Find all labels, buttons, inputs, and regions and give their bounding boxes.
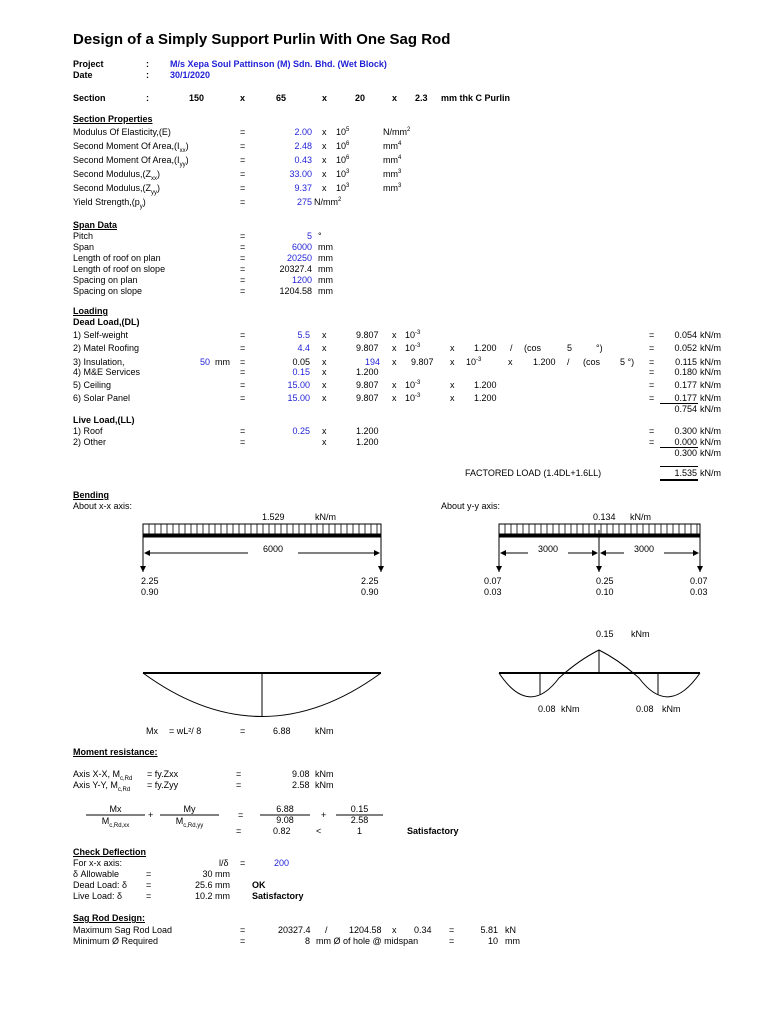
live-load-label: 2) Other (73, 437, 107, 447)
equals-sign: = (649, 380, 655, 390)
yy-reaction-mid (596, 566, 602, 572)
equals-sign: = (240, 393, 246, 403)
equals-sign: = (236, 769, 242, 779)
dead-load-label: 5) Ceiling (73, 380, 112, 390)
property-value: 0.43 (294, 155, 312, 165)
live-load-heading: Live Load,(LL) (73, 415, 135, 425)
dead-load-value: 15.00 (287, 393, 310, 403)
unit: kN/m (700, 357, 721, 367)
unit: kN/m (700, 330, 721, 340)
section-properties-heading: Section Properties (73, 114, 153, 124)
sag-rod-load-unit: kN (505, 925, 516, 935)
equals-sign: = (146, 880, 152, 890)
span-data-unit: mm (318, 242, 333, 252)
yy-udl-value: 0.134 (593, 512, 616, 522)
spacing-factor: 1.200 (356, 437, 379, 447)
roof-slope-length: 20327.4 (278, 925, 311, 935)
equals-sign: = (240, 925, 246, 935)
dead-load-label: 6) Solar Panel (73, 393, 131, 403)
span-data-label: Length of roof on plan (73, 253, 161, 263)
section-label: Section (73, 93, 106, 103)
equals-sign: = (240, 726, 246, 736)
xx-axis-label: About x-x axis: (73, 501, 133, 511)
section-thickness: 2.3 (415, 93, 428, 103)
equals-sign: = (649, 330, 655, 340)
equals-sign: = (240, 155, 246, 165)
loading-heading: Loading (73, 306, 108, 316)
equals-sign: = (240, 141, 246, 151)
spacing-factor: 1.200 (533, 357, 556, 367)
gravity-factor: 9.807 (411, 357, 434, 367)
unit: kN/m (700, 468, 721, 478)
unit: kN/m (700, 437, 721, 447)
gravity-factor: 9.807 (356, 343, 379, 353)
moment-resistance-heading: Moment resistance: (73, 747, 158, 757)
times-sign: x (392, 357, 397, 367)
dead-load-value: 0.15 (292, 367, 310, 377)
yy-moment-support: 0.15 (596, 629, 614, 639)
deflection-axis-label: For x-x axis: (73, 858, 123, 868)
yy-reaction-left-value: 0.07 (484, 576, 502, 586)
plus-sign: + (321, 810, 327, 820)
property-unit: $mm^3$ (383, 183, 402, 193)
equals-sign: = (240, 253, 246, 263)
equals-sign: = (649, 367, 655, 377)
live-load-value: 0.25 (292, 426, 310, 436)
times-sign: x (450, 357, 455, 367)
fraction-numerator: 0.15 (350, 804, 369, 814)
min-diameter-label: Minimum Ø Required (73, 936, 159, 946)
dead-load-label: 3) Insulation, (73, 357, 125, 367)
equals-sign: = (649, 357, 655, 367)
dead-load-total: 0.754 (674, 404, 697, 414)
times-sign: x (322, 183, 327, 193)
xx-span-label: 6000 (248, 545, 298, 554)
insulation-unit: mm (215, 357, 230, 367)
property-value: 2.48 (294, 141, 312, 151)
span-data-unit: mm (318, 286, 333, 296)
span-data-unit: mm (318, 264, 333, 274)
yy-reaction-mid-value: 0.10 (596, 587, 614, 597)
page-title: Design of a Simply Support Purlin With One Sag Rod (73, 31, 451, 48)
divide-sign: / (567, 357, 570, 367)
span-data-label: Pitch (73, 231, 94, 241)
dead-load-deflection-label: Dead Load: δ (73, 880, 128, 890)
yy-span2-label: 3000 (624, 545, 664, 554)
axis-yy-unit: kNm (315, 780, 334, 790)
times-sign: x (322, 141, 327, 151)
equals-sign: = (240, 127, 246, 137)
times-sign: x (322, 380, 327, 390)
equals-sign: = (240, 242, 246, 252)
xx-reaction-right-value: 0.90 (361, 587, 379, 597)
yy-reaction-left (496, 566, 502, 572)
times-sign: x (392, 330, 397, 340)
xx-reaction-left (140, 566, 146, 572)
mx-formula: = wL²/ 8 (169, 726, 202, 736)
dead-load-value: 5.5 (297, 330, 310, 340)
span-data-value: 20250 (286, 253, 312, 263)
span-data-label: Spacing on plan (73, 275, 138, 285)
section-width: 65 (276, 93, 287, 103)
bending-heading: Bending (73, 490, 109, 500)
dead-load-value: 4.4 (297, 343, 310, 353)
span-data-unit: mm (318, 275, 333, 285)
status-ok: OK (252, 880, 266, 890)
equals-sign: = (236, 826, 242, 836)
unit: kN/m (700, 393, 721, 403)
factored-load-label: FACTORED LOAD (1.4DL+1.6LL) (465, 468, 602, 478)
unit: kN/m (700, 448, 721, 458)
gravity-factor: 9.807 (356, 393, 379, 403)
equals-sign: = (240, 197, 246, 207)
yy-reaction-left-value: 0.03 (484, 587, 502, 597)
equals-sign: = (240, 936, 246, 946)
equals-sign: = (449, 936, 455, 946)
section-suffix: mm thk C Purlin (441, 93, 511, 103)
property-label: Modulus Of Elasticity,(E) (73, 127, 171, 137)
yy-moment-unit: kNm (662, 704, 681, 714)
cos-label: (cos (524, 343, 542, 353)
power-ten: $10^3$ (336, 183, 350, 193)
interaction-result: 0.82 (273, 826, 291, 836)
times-sign: x (322, 367, 327, 377)
property-unit: $N/mm^2$ (314, 197, 342, 207)
equals-sign: = (240, 275, 246, 285)
span-data-label: Length of roof on slope (73, 264, 166, 274)
dead-load-value: 15.00 (287, 380, 310, 390)
insulation-thickness: 50 (200, 357, 211, 367)
dead-load-label: 2) Matel Roofing (73, 343, 140, 353)
dead-load-label: 4) M&E Services (73, 367, 141, 377)
hole-diameter: 10 (487, 936, 498, 946)
xx-reaction-right-value: 2.25 (361, 576, 379, 586)
equals-sign: = (146, 869, 152, 879)
power-ten: $10^6$ (336, 141, 350, 151)
dead-load-label: 1) Self-weight (73, 330, 129, 340)
equals-sign: = (449, 925, 455, 935)
dead-load-value: 0.05 (292, 357, 310, 367)
pitch-deg: 5 °) (620, 357, 635, 367)
power-ten: $10^3$ (336, 169, 350, 179)
axis-yy-label: Axis Y-Y, $M_{c,Rd}$ (73, 780, 131, 793)
equals-sign: = (240, 858, 246, 868)
cos-label: (cos (583, 357, 601, 367)
yy-moment-support-unit: kNm (631, 629, 650, 639)
unit: kN/m (700, 426, 721, 436)
unit: kN/m (700, 404, 721, 414)
equals-sign: = (240, 330, 246, 340)
property-unit: $N/mm^2$ (383, 127, 411, 137)
mx-unit: kNm (315, 726, 334, 736)
equals-sign: = (649, 426, 655, 436)
slope-spacing: 1204.58 (349, 925, 382, 935)
axis-xx-formula: = fy.Zxx (147, 769, 179, 779)
fraction-denominator: $M_{c,Rd,xx}$ (101, 816, 130, 829)
power-ten: $10^5$ (336, 127, 350, 137)
power-ten: $10^{-3}$ (405, 393, 421, 403)
times-sign: x (322, 343, 327, 353)
sag-rod-load-label: Maximum Sag Rod Load (73, 925, 173, 935)
mx-label: Mx (146, 726, 158, 736)
spacing-factor: 1.200 (474, 380, 497, 390)
limit-value: 1 (357, 826, 363, 836)
section-colon: : (146, 93, 149, 103)
unit: kN/m (700, 380, 721, 390)
property-value: 9.37 (294, 183, 312, 193)
axis-yy-value: 2.58 (292, 780, 310, 790)
live-load-result: 0.000 (674, 437, 697, 447)
property-label: Second Moment Of $Area,(I_{xx})$ (73, 141, 189, 154)
live-load-deflection-label: Live Load: δ (73, 891, 123, 901)
equals-sign: = (649, 393, 655, 403)
property-value: 2.00 (294, 127, 312, 137)
status-satisfactory: Satisfactory (407, 826, 459, 836)
yy-axis-label: About y-y axis: (441, 501, 501, 511)
gravity-factor: 9.807 (356, 380, 379, 390)
times-sign: x (392, 393, 397, 403)
property-label: Second Moment Of $Area,(I_{yy})$ (73, 155, 189, 168)
sag-rod-heading: Sag Rod Design: (73, 913, 146, 923)
hole-diameter-unit: mm (505, 936, 520, 946)
property-label: Second $Modulus,(Z_{xx})$ (73, 169, 161, 182)
spacing-factor: 1.200 (474, 343, 497, 353)
yy-reaction-mid-value: 0.25 (596, 576, 614, 586)
mx-value: 6.88 (273, 726, 291, 736)
times-sign: x (450, 343, 455, 353)
span-data-label: Spacing on slope (73, 286, 143, 296)
project-value: M/s Xepa Soul Pattinson (M) Sdn. Bhd. (Wet Block) (170, 59, 387, 69)
yy-udl-unit: kN/m (630, 512, 651, 522)
section-x: x (322, 93, 328, 103)
yy-reaction-right (697, 566, 703, 572)
power-ten: $10^{-3}$ (405, 380, 421, 390)
status-satisfactory: Satisfactory (252, 891, 304, 901)
times-sign: x (392, 925, 397, 935)
xx-reaction-left-value: 0.90 (141, 587, 159, 597)
equals-sign: = (240, 367, 246, 377)
live-load-label: 1) Roof (73, 426, 103, 436)
section-lip: 20 (355, 93, 366, 103)
equals-sign: = (240, 357, 246, 367)
times-sign: x (322, 127, 327, 137)
xx-reaction-right (378, 566, 384, 572)
live-load-deflection: 10.2 mm (194, 891, 230, 901)
fraction-numerator: 6.88 (276, 804, 294, 814)
equals-sign: = (240, 231, 246, 241)
equals-sign: = (240, 183, 246, 193)
property-unit: $mm^4$ (383, 141, 402, 151)
yy-reaction-right-value: 0.07 (690, 576, 708, 586)
span-data-label: Span (73, 242, 95, 252)
spacing-factor: 1.200 (356, 426, 379, 436)
dead-load-result: 0.180 (674, 367, 697, 377)
live-load-total: 0.300 (674, 448, 697, 458)
times-sign: x (322, 393, 327, 403)
date-label: Date (73, 70, 93, 80)
pitch-deg: 5 (567, 343, 573, 353)
unit: kN/m (700, 343, 721, 353)
span-deflection-ratio: 200 (274, 858, 290, 868)
power-ten: $10^{-3}$ (405, 343, 421, 353)
times-sign: x (322, 426, 327, 436)
fraction-denominator: 9.08 (276, 815, 294, 825)
insulation-density: 194 (364, 357, 380, 367)
span-data-unit: mm (318, 253, 333, 263)
close-paren: °) (596, 343, 603, 353)
load-factor: 0.34 (414, 925, 432, 935)
dead-load-heading: Dead Load,(DL) (73, 317, 140, 327)
axis-yy-formula: = fy.Zyy (147, 780, 179, 790)
less-than-sign: < (316, 826, 322, 836)
power-ten: $10^{-3}$ (405, 330, 421, 340)
equals-sign: = (240, 286, 246, 296)
unit: kN/m (700, 367, 721, 377)
date-colon: : (146, 70, 149, 80)
times-sign: x (322, 357, 327, 367)
times-sign: x (322, 169, 327, 179)
property-unit: $mm^4$ (383, 155, 402, 165)
dead-load-result: 0.054 (674, 330, 697, 340)
yy-moment-span1: 0.08 (538, 704, 556, 714)
xx-reaction-left-value: 2.25 (141, 576, 159, 586)
gravity-factor: 9.807 (356, 330, 379, 340)
span-data-value: 5 (306, 231, 312, 241)
times-sign: x (322, 437, 327, 447)
span-data-heading: Span Data (73, 220, 118, 230)
span-deflection-ratio-label: l/δ (219, 858, 229, 868)
property-value: 33.00 (289, 169, 312, 179)
factored-load-value: 1.535 (674, 468, 697, 478)
project-colon: : (146, 59, 149, 69)
times-sign: x (392, 343, 397, 353)
times-sign: x (322, 155, 327, 165)
dead-load-result: 0.115 (675, 357, 697, 367)
power-ten: $10^6$ (336, 155, 350, 165)
sag-rod-load: 5.81 (480, 925, 498, 935)
property-value: 275 (296, 197, 312, 207)
yy-span1-label: 3000 (528, 545, 568, 554)
dead-load-result: 0.052 (674, 343, 697, 353)
equals-sign: = (649, 437, 655, 447)
axis-xx-label: Axis X-X, $M_{c,Rd}$ (73, 769, 133, 782)
span-data-value: 1200 (291, 275, 312, 285)
equals-sign: = (238, 810, 244, 820)
yy-moment-span2: 0.08 (636, 704, 654, 714)
equals-sign: = (236, 780, 242, 790)
allowable-deflection-label: δ Allowable (73, 869, 120, 879)
date-value: 30/1/2020 (170, 70, 211, 80)
live-load-result: 0.300 (674, 426, 697, 436)
times-sign: x (392, 380, 397, 390)
equals-sign: = (649, 343, 655, 353)
equals-sign: = (240, 380, 246, 390)
yy-moment-unit: kNm (561, 704, 580, 714)
fraction-numerator: My (183, 804, 196, 814)
section-x: x (240, 93, 246, 103)
xx-udl-value: 1.529 (262, 512, 285, 522)
project-label: Project (73, 59, 104, 69)
property-unit: $mm^3$ (383, 169, 402, 179)
section-depth: 150 (189, 93, 205, 103)
power-ten: $10^{-3}$ (466, 357, 482, 367)
span-data-value: 1204.58 (279, 286, 312, 296)
times-sign: x (508, 357, 513, 367)
xx-udl-hatch (143, 524, 381, 534)
equals-sign: = (146, 891, 152, 901)
axis-xx-unit: kNm (315, 769, 334, 779)
dead-load-result: 0.177 (674, 393, 697, 403)
min-diameter: 8 (304, 936, 310, 946)
xx-udl-unit: kN/m (315, 512, 336, 522)
fraction-numerator: Mx (109, 804, 122, 814)
spacing-factor: 1.200 (356, 367, 379, 377)
equals-sign: = (240, 437, 246, 447)
equals-sign: = (240, 264, 246, 274)
allowable-deflection: 30 mm (202, 869, 230, 879)
hole-diameter-label: mm Ø of hole @ midspan (316, 936, 419, 946)
plus-sign: + (148, 810, 154, 820)
times-sign: x (450, 393, 455, 403)
yy-reaction-right-value: 0.03 (690, 587, 708, 597)
spacing-factor: 1.200 (474, 393, 497, 403)
equals-sign: = (240, 343, 246, 353)
divide-sign: / (510, 343, 513, 353)
equals-sign: = (240, 169, 246, 179)
dead-load-result: 0.177 (674, 380, 697, 390)
dead-load-deflection: 25.6 mm (194, 880, 230, 890)
times-sign: x (450, 380, 455, 390)
divide-sign: / (325, 925, 328, 935)
times-sign: x (322, 330, 327, 340)
property-label: Second $Modulus,(Z_{yy})$ (73, 183, 161, 196)
section-x: x (392, 93, 398, 103)
fraction-denominator: $M_{c,Rd,yy}$ (175, 816, 204, 829)
span-data-value: 6000 (291, 242, 312, 252)
fraction-denominator: 2.58 (350, 815, 369, 825)
span-data-value: 20327.4 (279, 264, 312, 274)
span-data-unit: ° (318, 231, 322, 241)
deflection-heading: Check Deflection (73, 847, 147, 857)
equals-sign: = (240, 426, 246, 436)
property-label: Yield $Strength,(p_y)$ (73, 197, 146, 210)
axis-xx-value: 9.08 (292, 769, 310, 779)
